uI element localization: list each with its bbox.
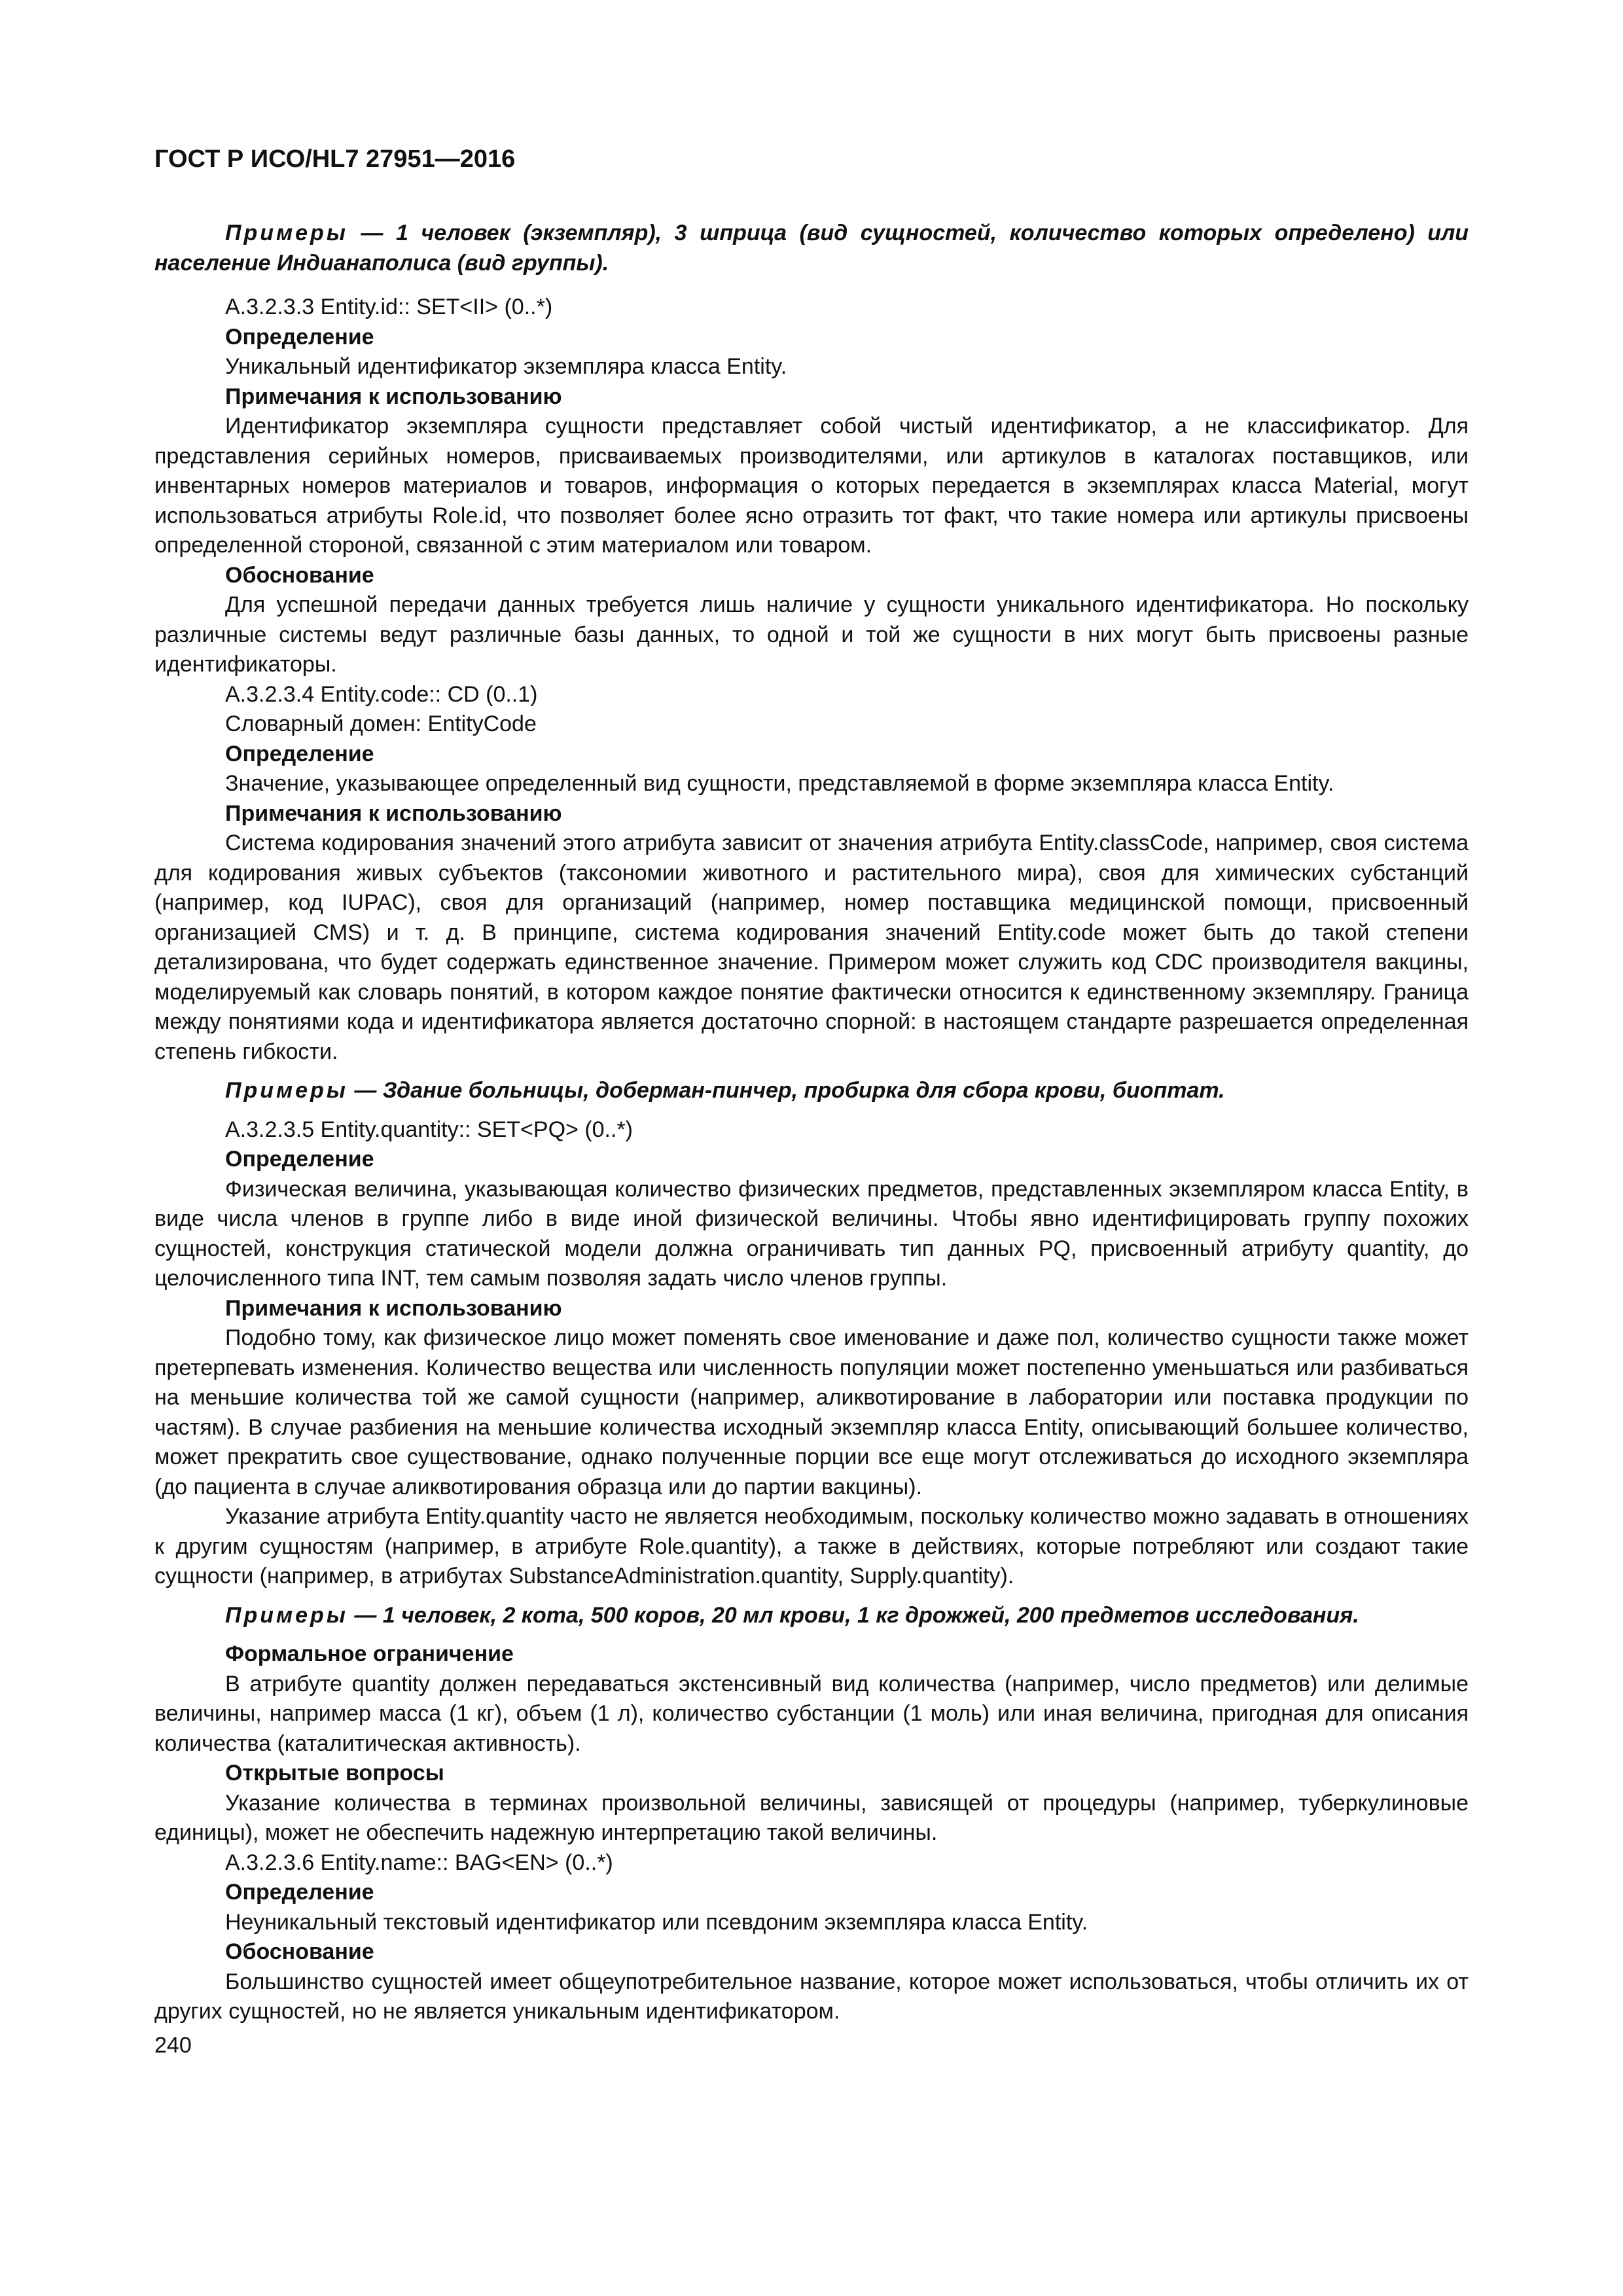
section-title-entity-name: A.3.2.3.6 Entity.name:: BAG<EN> (0..*) [225,1850,613,1875]
heading-open-issues: Открытые вопросы [225,1761,444,1785]
document-header: ГОСТ Р ИСО/HL7 27951—2016 [154,145,516,173]
example-note-1 [154,219,1469,278]
paragraph-formal-constraint: В атрибуте quantity должен передаваться экстенсивный вид количества (например, число предметов) или делимые величины, например масса (1 кг), объем (1 л), количество субстанции (1 моль) или иная величина, пригодная для описания количества (каталитическая активность). [154,1671,1469,1756]
document-page [154,144,1469,2060]
heading-rationale: Обоснование [225,1939,374,1964]
heading-formal-constraint: Формальное ограничение [225,1641,514,1666]
heading-definition: Определение [225,741,374,766]
heading-definition: Определение [225,324,374,350]
heading-definition: Определение [225,1147,374,1172]
section-title-entity-quantity: A.3.2.3.5 Entity.quantity:: SET<PQ> (0..*) [225,1117,633,1142]
example-text: — 1 человек (экземпляр), 3 шприца (вид сущностей, количество которых определено) или население Индианаполиса (вид группы). [154,221,1469,276]
paragraph-rationale: Для успешной передачи данных требуется лишь наличие у сущности уникального идентификатора. Но поскольку различные системы ведут различные базы данных, то одной и той же сущности в них могут быть присвоены разные идентификаторы. [154,592,1469,677]
example-text: — 1 человек, 2 кота, 500 коров, 20 мл крови, 1 кг дрожжей, 200 предметов исследования. [354,1602,1359,1628]
paragraph-open-issues: Указание количества в терминах произвольной величины, зависящей от процедуры (например, туберкулиновые единицы), может не обеспечить надежную интерпретацию такой величины. [154,1790,1469,1845]
heading-usage-notes: Примечания к использованию [225,384,562,409]
example-label: Примеры [225,1078,348,1103]
paragraph-definition: Физическая величина, указывающая количество физических предметов, представленных экземпляром класса Entity, в виде числа членов в группе либо в виде иной физической величины. Чтобы явно идентифицировать группу похожих сущностей, конструкция статической модели должна ограничивать тип данных PQ, присвоенный атрибуту quantity, до целочисленного типа INT, тем самым позволяя задать число членов группы. [154,1176,1469,1291]
paragraph-usage-notes: Подобно тому, как физическое лицо может поменять свое именование и даже пол, количество сущности также может претерпевать изменения. Количество вещества или численность популяции может постепенно уменьшаться или разбиваться на меньшие количества той же самой сущности (например, аликвотирование в лаборатории или поставка продукции по частям). В случае разбиения на меньшие количества исходный экземпляр класса Entity, описывающий большее количество, может прекратить свое существование, однако полученные порции все еще могут отслеживаться до исходного экземпляра (до пациента в случае аликвотирования образца или до партии вакцины). [154,1325,1469,1499]
example-note-3 [154,1601,1469,1631]
paragraph-definition: Значение, указывающее определенный вид сущности, представляемой в форме экземпляра класса Entity. [225,771,1334,796]
example-text: — Здание больницы, доберман-пинчер, пробирка для сбора крови, биоптат. [354,1078,1225,1103]
heading-rationale: Обоснование [225,562,374,588]
page-number: 240 [154,2032,192,2058]
paragraph-usage-notes-2: Указание атрибута Entity.quantity часто не является необходимым, поскольку количество можно задавать в отношениях к другим сущностям (например, в атрибуте Role.quantity), а также в действиях, которые потребляют или создают такие сущности (например, в атрибутах SubstanceAdministration.quantity, Supply.quantity). [154,1504,1469,1588]
vocabulary-domain: Словарный домен: EntityCode [225,711,537,736]
heading-usage-notes: Примечания к использованию [225,1295,562,1321]
section-title-entity-id: A.3.2.3.3 Entity.id:: SET<II> (0..*) [225,295,553,319]
example-note-2 [154,1076,1469,1106]
heading-definition: Определение [225,1880,374,1905]
section-title-entity-code: A.3.2.3.4 Entity.code:: CD (0..1) [225,681,538,707]
paragraph-definition: Неуникальный текстовый идентификатор или псевдоним экземпляра класса Entity. [225,1909,1088,1935]
heading-usage-notes: Примечания к использованию [225,800,562,826]
paragraph-definition: Уникальный идентификатор экземпляра класса Entity. [225,354,787,379]
example-label: Примеры [225,221,348,245]
paragraph-usage-notes: Идентификатор экземпляра сущности представляет собой чистый идентификатор, а не классификатор. Для представления серийных номеров, присваиваемых производителями, или артикулов в каталогах поставщиков, или инвентарных номеров материалов и товаров, информация о которых передается в экземплярах класса Material, могут использоваться атрибуты Role.id, что позволяет более ясно отразить тот факт, что такие номера или артикулы присвоены определенной стороной, связанной с этим материалом или товаром. [154,414,1469,558]
paragraph-usage-notes: Система кодирования значений этого атрибута зависит от значения атрибута Entity.classCode, например, своя система для кодирования живых субъектов (таксономии животного и растительного мира), своя для химических субстанций (например, код IUPAC), своя для организаций (например, номер поставщика медицинской помощи, присвоенный организацией CMS) и т. д. В принципе, система кодирования значений Entity.code может быть до такой степени детализирована, что будет содержать единственное значение. Примером может служить код CDC производителя вакцины, моделируемый как словарь понятий, в котором каждое понятие фактически относится к единственному экземпляру. Граница между понятиями кода и идентификатора является достаточно спорной: в настоящем стандарте разрешается определенная степень гибкости. [154,831,1469,1064]
example-label: Примеры [225,1602,348,1628]
paragraph-rationale: Большинство сущностей имеет общеупотребительное название, которое может использоваться, чтобы отличить их от других сущностей, но не является уникальным идентификатором. [154,1969,1469,2024]
